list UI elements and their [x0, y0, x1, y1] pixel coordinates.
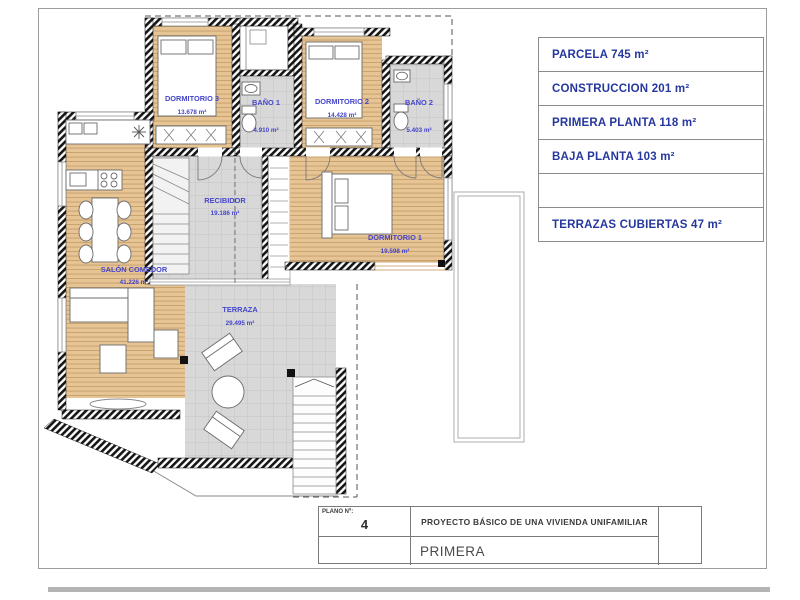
- floor-name: PRIMERA: [420, 543, 486, 559]
- room-area: 4.910 m²: [253, 127, 279, 134]
- floor-name-cell: [411, 537, 659, 565]
- plano-number: 4: [360, 517, 369, 532]
- bottom-divider-bar: [48, 587, 770, 592]
- stairs-exterior: [293, 377, 336, 494]
- wardrobe-icon: [156, 126, 226, 144]
- bed-icon: [322, 172, 392, 238]
- legend-label: BAJA PLANTA 103 m²: [552, 150, 675, 163]
- legend-label: PRIMERA PLANTA 118 m²: [552, 116, 697, 129]
- legend-row-empty: [538, 173, 764, 208]
- legend-label: CONSTRUCCION 201 m²: [552, 82, 690, 95]
- room-label: DORMITORIO 2: [314, 97, 370, 106]
- kitchen-counter-icon: [66, 120, 150, 144]
- dining-table-icon: [79, 198, 131, 263]
- room-label: BAÑO 1: [252, 98, 280, 107]
- floor-plan: [30, 5, 550, 505]
- project-title-cell: [411, 507, 659, 537]
- room-area: 14.428 m²: [327, 112, 357, 119]
- legend-row-terrazas: [538, 207, 764, 242]
- legend-row-construccion: [538, 71, 764, 106]
- legend-label: TERRAZAS CUBIERTAS 47 m²: [552, 218, 723, 231]
- room-area: 41.226 m²: [119, 279, 149, 286]
- room-label: BAÑO 2: [405, 98, 433, 107]
- room-label: TERRAZA: [222, 305, 258, 314]
- room-area: 19.186 m²: [210, 210, 240, 217]
- legend-label: PARCELA 745 m²: [552, 48, 649, 61]
- legend-row-baja-planta: [538, 139, 764, 174]
- areas-legend: [538, 38, 764, 242]
- room-area: 13.678 m²: [177, 109, 207, 116]
- sink-icon: [242, 82, 260, 95]
- room-label: SALÓN COMEDOR: [100, 265, 168, 274]
- legend-row-primera-planta: [538, 105, 764, 140]
- bed-icon: [158, 36, 216, 116]
- stove-icon: [98, 170, 122, 190]
- project-title: PROYECTO BÁSICO DE UNA VIVIENDA UNIFAMILIAR: [421, 516, 648, 527]
- plano-number-cell: [319, 507, 411, 537]
- legend-row-parcela: [538, 37, 764, 72]
- sink-icon: [394, 70, 410, 82]
- room-area: 29.495 m²: [225, 320, 255, 327]
- extractor-fan-icon: [132, 125, 146, 139]
- closet: [268, 156, 290, 280]
- title-block-side-cell: [659, 507, 703, 565]
- wardrobe-icon: [306, 128, 372, 146]
- title-block: [318, 506, 702, 564]
- bed-icon: [306, 42, 362, 118]
- room-label: DORMITORIO 1: [367, 233, 423, 242]
- plano-label: PLANO Nº:: [322, 509, 354, 515]
- stairs-recibidor: [153, 158, 189, 274]
- room-area: 19.598 m²: [380, 248, 410, 255]
- room-label: RECIBIDOR: [204, 196, 246, 205]
- room-area: 5.403 m²: [406, 127, 432, 134]
- terrace-table-icon: [212, 376, 244, 408]
- room-label: DORMITORIO 3: [164, 94, 220, 103]
- title-block-empty-cell: [319, 537, 411, 565]
